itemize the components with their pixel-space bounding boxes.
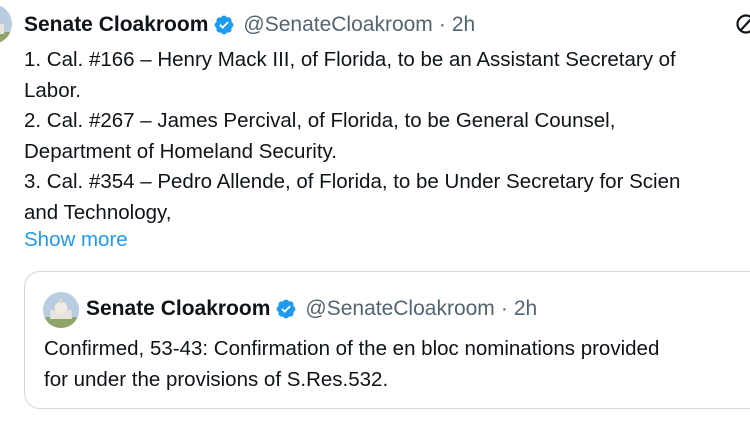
quoted-tweet-timestamp[interactable]: 2h xyxy=(513,297,538,320)
verified-badge-icon xyxy=(275,298,297,320)
author-display-name[interactable]: Senate Cloakroom xyxy=(24,13,209,36)
quoted-author-handle[interactable]: @SenateCloakroom xyxy=(305,297,495,320)
separator-dot: · xyxy=(438,13,446,36)
quoted-tweet-body xyxy=(44,334,659,395)
tweet-text-line: Department of Homeland Security. xyxy=(24,139,337,163)
author-avatar[interactable] xyxy=(0,4,12,44)
tweet-text-line: 2. Cal. #267 – James Percival, of Florida, to be General Counsel, xyxy=(24,109,616,132)
verified-badge-icon xyxy=(213,14,235,36)
capitol-building-avatar-icon xyxy=(0,4,12,44)
quoted-tweet-card[interactable] xyxy=(24,271,750,409)
tweet-body xyxy=(24,45,750,228)
show-more-link[interactable]: Show more xyxy=(24,228,128,251)
quoted-tweet-header xyxy=(86,294,537,324)
author-handle[interactable]: @SenateCloakroom xyxy=(243,13,433,36)
tweet-header xyxy=(24,10,475,40)
grok-icon[interactable] xyxy=(734,12,750,38)
quoted-author-display-name[interactable]: Senate Cloakroom xyxy=(86,297,271,320)
tweet-text-line: and Technology, xyxy=(24,200,172,224)
tweet-text-line: 1. Cal. #166 – Henry Mack III, of Florida, to be an Assistant Secretary of xyxy=(24,48,676,71)
tweet-text-line: Labor. xyxy=(24,78,81,102)
tweet-timestamp[interactable]: 2h xyxy=(451,13,476,36)
separator-dot: · xyxy=(500,297,508,320)
quoted-tweet-text-line: Confirmed, 53-43: Confirmation of the en bloc nominations provided xyxy=(44,337,660,360)
quoted-tweet-text-line: for under the provisions of S.Res.532. xyxy=(44,367,389,391)
quoted-author-avatar[interactable] xyxy=(43,292,79,328)
tweet-text-line: 3. Cal. #354 – Pedro Allende, of Florida, to be Under Secretary for Scien xyxy=(24,170,681,193)
capitol-building-avatar-icon xyxy=(43,292,79,328)
